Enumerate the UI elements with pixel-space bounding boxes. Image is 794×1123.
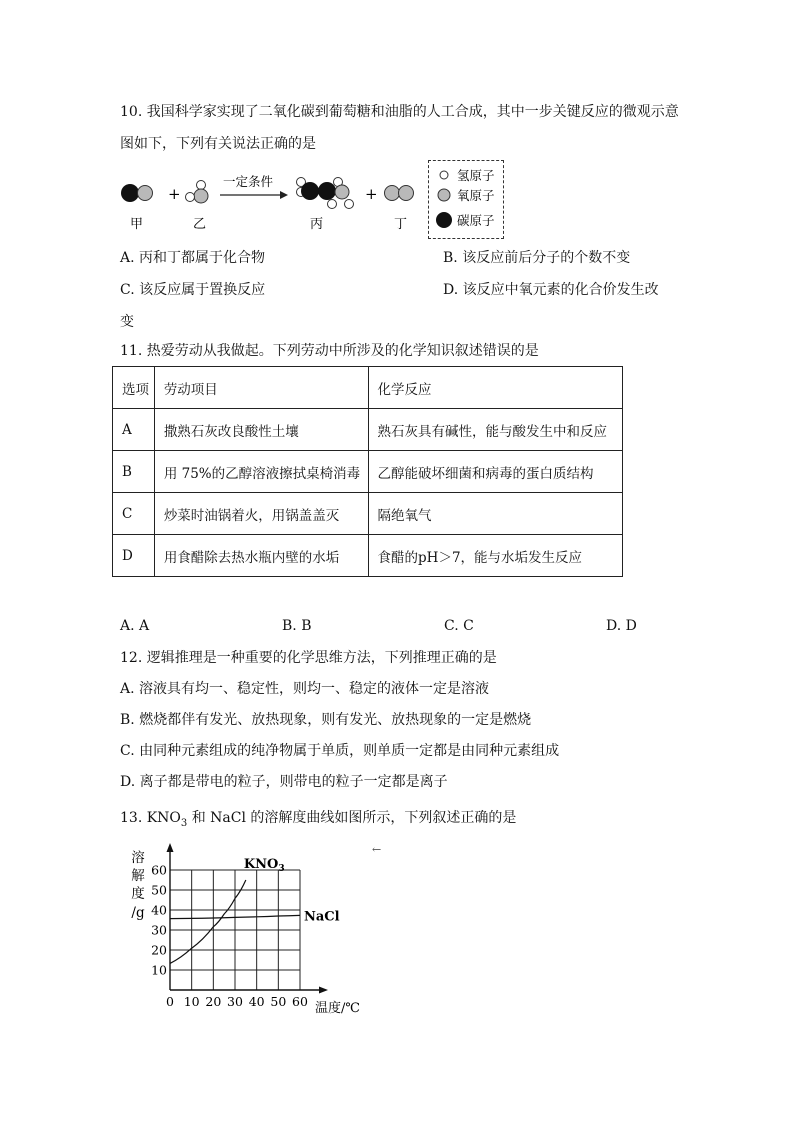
table-header-cell: 劳动项目 [154, 367, 368, 409]
molecule-yi-icon [186, 181, 209, 204]
y-tick-label: 30 [151, 922, 167, 938]
x-tick-label: 60 [292, 994, 308, 1009]
y-axis-label-char: 度 [131, 886, 145, 902]
label-bing: 丙 [310, 217, 324, 232]
x-tick-label: 20 [205, 994, 222, 1009]
reaction-diagram [110, 160, 440, 240]
q13-stem-sub: 3 [180, 817, 188, 829]
q10-option-a: A. 丙和丁都属于化合物 [120, 250, 266, 266]
q12-option-c: C. 由同种元素组成的纯净物属于单质，则单质一定都是由同种元素组成 [120, 743, 560, 759]
x-axis-arrow-icon [319, 987, 328, 994]
q11-answer-a: A. A [120, 618, 150, 634]
q10-option-c: C. 该反应属于置换反应 [120, 282, 266, 298]
table-cell: B [113, 451, 155, 493]
atom-legend-svg [429, 161, 505, 240]
solubility-chart [120, 840, 380, 1015]
table-cell: D [113, 535, 155, 577]
chart-tick-labels [151, 863, 308, 1010]
table-cell: 撒熟石灰改良酸性土壤 [154, 409, 368, 451]
table-cell: 用食醋除去热水瓶内壁的水垢 [154, 535, 368, 577]
q10-option-d-cont: 变 [120, 314, 134, 330]
x-tick-label: 50 [270, 994, 287, 1009]
q10-option-b: B. 该反应前后分子的个数不变 [443, 250, 631, 266]
legend-oxygen: 氧原子 [457, 188, 495, 203]
series-label: $KNO_3$ [243, 857, 285, 874]
table-header-row [113, 367, 623, 409]
hydrogen-atom-icon [440, 171, 448, 179]
q13-stem-pre: 13. KNO [120, 810, 181, 826]
table-cell: 用 75%的乙醇溶液擦拭桌椅消毒 [154, 451, 368, 493]
y-tick-label: 60 [151, 862, 167, 878]
reaction-arrow-head-icon [280, 191, 288, 199]
q12-option-d: D. 离子都是带电的粒子，则带电的粒子一定都是离子 [120, 774, 448, 790]
y-axis-label-char: /g [131, 905, 145, 921]
series-label: NaCl [304, 909, 340, 925]
x-axis-label: 温度/℃ [315, 1001, 360, 1015]
table-row [113, 493, 623, 535]
table-cell: 食醋的pH＞7，能与水垢发生反应 [368, 535, 622, 577]
label-ding: 丁 [394, 217, 408, 232]
q10-stem-line2: 图如下，下列有关说法正确的是 [120, 136, 316, 152]
oxygen-atom-icon [438, 189, 450, 201]
q11-answer-c: C. C [444, 618, 474, 634]
molecule-bing-icon [297, 178, 354, 209]
y-axis-label-char: 解 [131, 868, 145, 884]
q12-option-b: B. 燃烧都伴有发光、放热现象，则有发光、放热现象的一定是燃烧 [120, 712, 532, 728]
y-tick-label: 40 [151, 902, 167, 918]
plus-sign-1: + [168, 185, 181, 203]
x-tick-label: 30 [227, 994, 243, 1009]
y-axis-arrow-icon [167, 843, 174, 852]
legend-carbon: 碳原子 [457, 213, 495, 228]
table-cell: 乙醇能破坏细菌和病毒的蛋白质结构 [368, 451, 622, 493]
q11-answer-d: D. D [606, 618, 637, 634]
x-tick-label: 0 [166, 994, 174, 1009]
table-cell: 熟石灰具有碱性，能与酸发生中和反应 [368, 409, 622, 451]
plus-sign-2: + [365, 185, 378, 203]
q11-stem: 11. 热爱劳动从我做起。下列劳动中所涉及的化学知识叙述错误的是 [120, 343, 539, 359]
reaction-condition: 一定条件 [223, 174, 274, 189]
q11-table [112, 366, 623, 577]
y-tick-label: 10 [151, 962, 167, 978]
label-jia: 甲 [130, 217, 144, 232]
return-mark-icon: ← [372, 843, 382, 856]
table-cell: 隔绝氧气 [368, 493, 622, 535]
label-yi: 乙 [193, 217, 207, 232]
table-row [113, 535, 623, 577]
q13-stem [120, 808, 516, 834]
carbon-atom-icon [436, 212, 452, 228]
table-header-cell: 选项 [113, 367, 155, 409]
table-header-cell: 化学反应 [368, 367, 622, 409]
q13-stem-post: 和 NaCl 的溶解度曲线如图所示，下列叙述正确的是 [187, 810, 517, 826]
atom-legend [428, 160, 504, 239]
chart-grid [170, 870, 300, 990]
table-cell: C [113, 493, 155, 535]
series-curve-kno [170, 880, 246, 963]
q12-option-a: A. 溶液具有均一、稳定性，则均一、稳定的液体一定是溶液 [120, 681, 490, 697]
table-row [113, 451, 623, 493]
q10-option-d: D. 该反应中氧元素的化合价发生改 [443, 282, 659, 298]
x-tick-label: 40 [248, 994, 265, 1009]
table-row [113, 409, 623, 451]
legend-hydrogen: 氢原子 [457, 168, 495, 183]
molecule-jia-icon [121, 184, 153, 202]
y-tick-label: 50 [151, 882, 167, 898]
q10-stem-line1: 10. 我国科学家实现了二氧化碳到葡萄糖和油脂的人工合成，其中一步关键反应的微观示意 [120, 104, 679, 120]
q12-stem: 12. 逻辑推理是一种重要的化学思维方法，下列推理正确的是 [120, 650, 497, 666]
molecule-ding-icon [385, 186, 414, 201]
q11-answer-b: B. B [282, 618, 312, 634]
table-cell: A [113, 409, 155, 451]
y-axis-label-char: 溶 [131, 850, 145, 866]
x-tick-label: 10 [183, 994, 200, 1009]
y-tick-label: 20 [151, 942, 167, 958]
table-cell: 炒菜时油锅着火，用锅盖盖灭 [154, 493, 368, 535]
